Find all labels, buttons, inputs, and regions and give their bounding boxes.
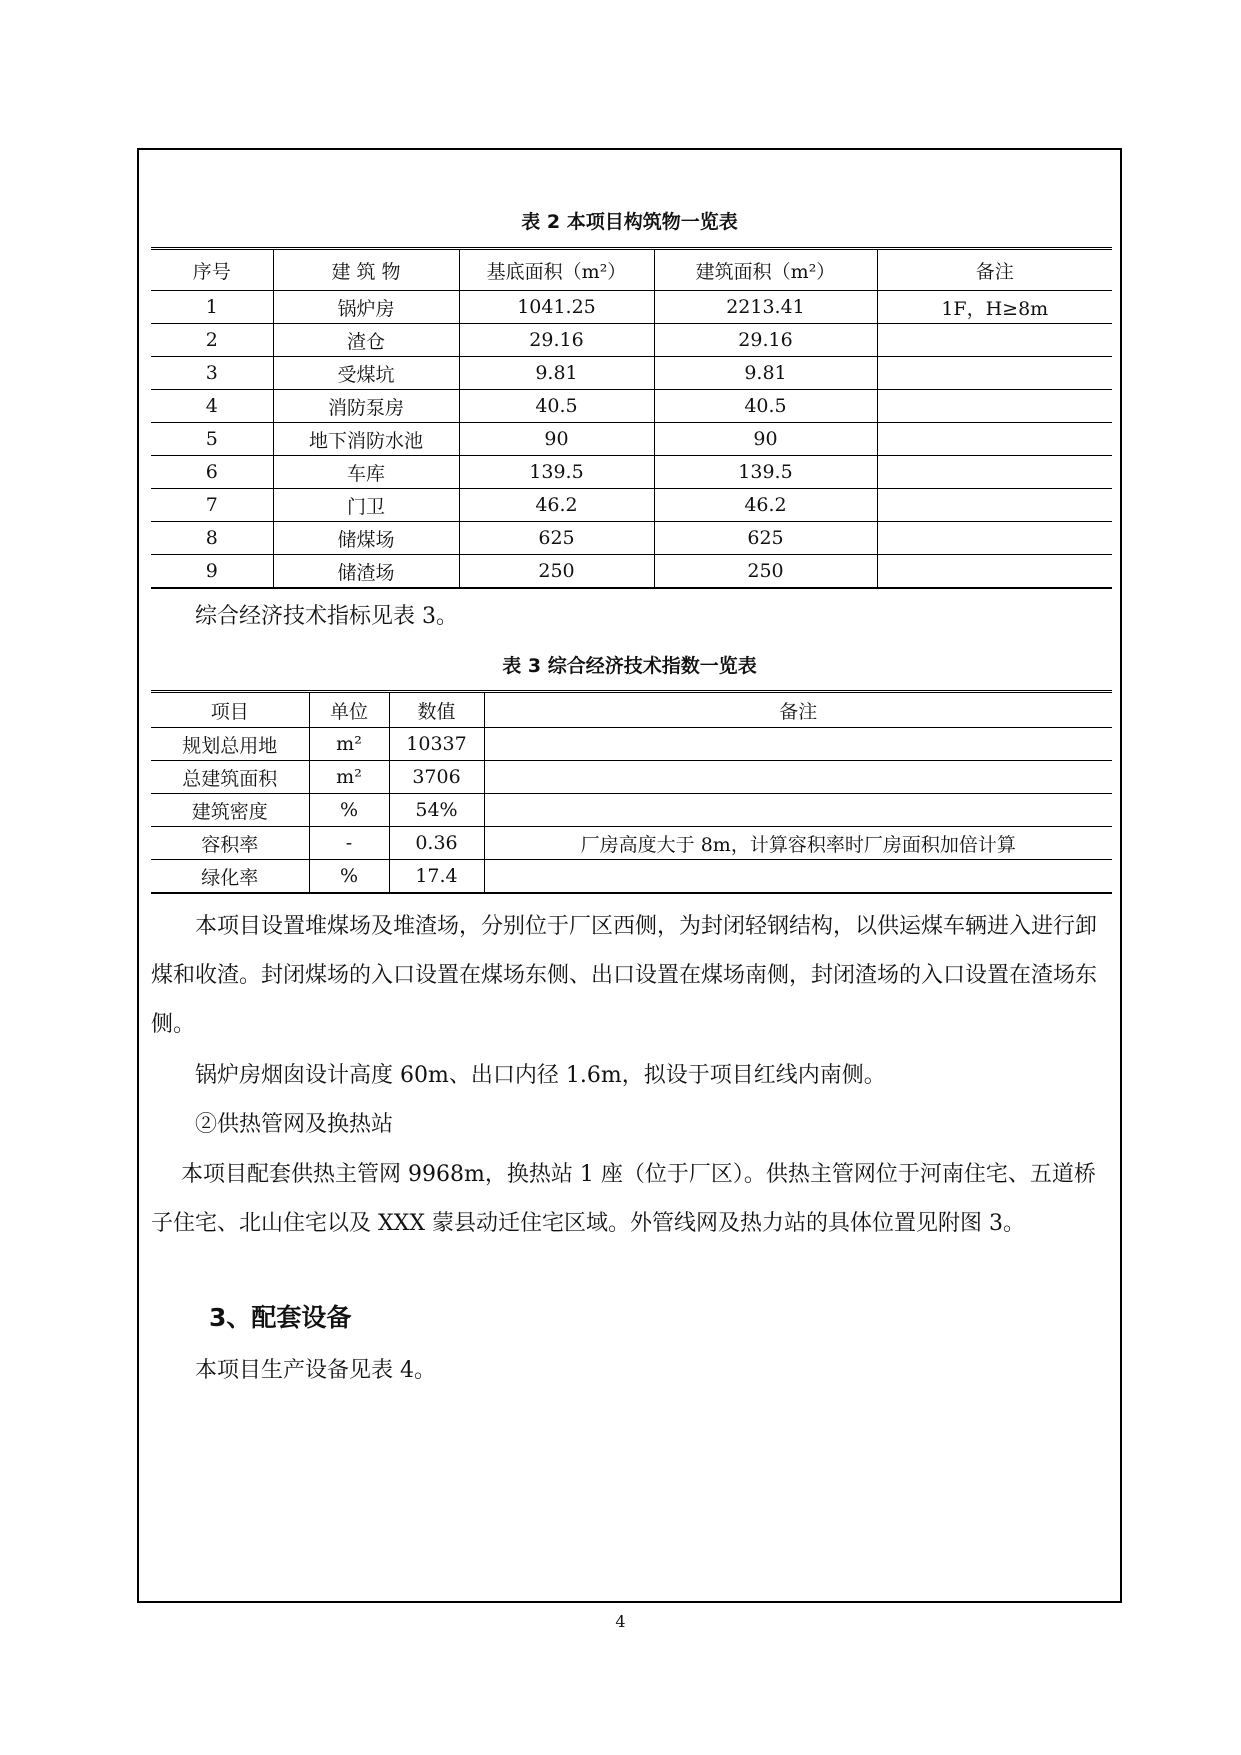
table-row	[151, 489, 1112, 522]
cell	[877, 555, 1112, 589]
header-base-area: 基底面积（m²）	[459, 249, 654, 291]
cell: 储煤场	[273, 522, 459, 555]
storage-paragraph: 本项目设置堆煤场及堆渣场，分别位于厂区西侧，为封闭轻钢结构，以供运煤车辆进入进行卸煤和收渣。封闭煤场的入口设置在煤场东侧、出口设置在煤场南侧，封闭渣场的入口设置在渣场东侧。	[151, 914, 1098, 1037]
cell	[877, 522, 1112, 555]
cell: 渣仓	[273, 324, 459, 357]
cell: 9	[151, 555, 273, 589]
table-row	[151, 291, 1112, 324]
table-row	[151, 827, 1112, 860]
cell: 46.2	[654, 489, 877, 522]
cell: 625	[654, 522, 877, 555]
cell: 29.16	[459, 324, 654, 357]
header-item: 项目	[151, 692, 309, 728]
table3-intro-text: 综合经济技术指标见表 3。	[195, 604, 458, 629]
cell	[877, 456, 1112, 489]
section-heading-equipment: 3、配套设备	[209, 1303, 352, 1332]
cell	[877, 423, 1112, 456]
cell: 2213.41	[654, 291, 877, 324]
header-remarks: 备注	[484, 692, 1112, 728]
page-number: 4	[615, 1612, 626, 1631]
cell: 46.2	[459, 489, 654, 522]
table-row	[151, 860, 1112, 894]
header-floor-area: 建筑面积（m²）	[654, 249, 877, 291]
cell: 8	[151, 522, 273, 555]
cell: 40.5	[459, 390, 654, 423]
cell: 90	[654, 423, 877, 456]
table-row	[151, 324, 1112, 357]
cell	[484, 794, 1112, 827]
cell: m²	[309, 761, 389, 794]
cell	[484, 761, 1112, 794]
content-frame	[137, 148, 1122, 1603]
table2-caption: 表 2 本项目构筑物一览表	[521, 211, 738, 233]
cell: 5	[151, 423, 273, 456]
cell: 139.5	[654, 456, 877, 489]
cell: 9.81	[654, 357, 877, 390]
heating-network-paragraph: 本项目配套供热主管网 9968m，换热站 1 座（位于厂区）。供热主管网位于河南住宅、五道桥子住宅、北山住宅以及 XXX 蒙县动迁住宅区域。外管线网及热力站的具体位置见附图 3。	[151, 1162, 1096, 1236]
cell: 250	[459, 555, 654, 589]
cell: 1	[151, 291, 273, 324]
header-unit: 单位	[309, 692, 389, 728]
cell	[877, 390, 1112, 423]
cell: 7	[151, 489, 273, 522]
cell: 40.5	[654, 390, 877, 423]
table-row	[151, 761, 1112, 794]
cell: 1F，H≥8m	[877, 291, 1112, 324]
cell	[877, 324, 1112, 357]
cell: 10337	[389, 728, 484, 761]
cell: 139.5	[459, 456, 654, 489]
cell: 625	[459, 522, 654, 555]
table-row	[151, 555, 1112, 589]
cell: 54%	[389, 794, 484, 827]
table-row	[151, 423, 1112, 456]
cell: 90	[459, 423, 654, 456]
cell: 29.16	[654, 324, 877, 357]
cell: 储渣场	[273, 555, 459, 589]
header-remarks: 备注	[877, 249, 1112, 291]
cell: 规划总用地	[151, 728, 309, 761]
indicators-table	[151, 690, 1112, 894]
heating-subheading: ②供热管网及换热站	[195, 1112, 394, 1137]
cell: 锅炉房	[273, 291, 459, 324]
table-row	[151, 522, 1112, 555]
cell	[484, 728, 1112, 761]
cell: 17.4	[389, 860, 484, 894]
table-row	[151, 728, 1112, 761]
equipment-paragraph: 本项目生产设备见表 4。	[195, 1358, 436, 1383]
cell: 4	[151, 390, 273, 423]
cell: 总建筑面积	[151, 761, 309, 794]
cell: m²	[309, 728, 389, 761]
table-row	[151, 794, 1112, 827]
cell: 建筑密度	[151, 794, 309, 827]
cell: 2	[151, 324, 273, 357]
cell: 6	[151, 456, 273, 489]
cell: 容积率	[151, 827, 309, 860]
chimney-paragraph: 锅炉房烟囱设计高度 60m、出口内径 1.6m，拟设于项目红线内南侧。	[195, 1063, 886, 1088]
cell: -	[309, 827, 389, 860]
table-row	[151, 390, 1112, 423]
cell: %	[309, 860, 389, 894]
cell: 门卫	[273, 489, 459, 522]
cell: 车库	[273, 456, 459, 489]
cell: 受煤坑	[273, 357, 459, 390]
header-value: 数值	[389, 692, 484, 728]
cell: 1041.25	[459, 291, 654, 324]
table3-caption: 表 3 综合经济技术指数一览表	[502, 655, 757, 677]
header-building: 建 筑 物	[273, 249, 459, 291]
cell: 250	[654, 555, 877, 589]
cell: 9.81	[459, 357, 654, 390]
cell: 地下消防水池	[273, 423, 459, 456]
cell: 消防泵房	[273, 390, 459, 423]
table-row	[151, 357, 1112, 390]
cell: 3706	[389, 761, 484, 794]
cell	[877, 489, 1112, 522]
table-header-row	[151, 692, 1112, 728]
cell	[484, 860, 1112, 894]
cell: 3	[151, 357, 273, 390]
structures-table	[151, 247, 1112, 589]
cell	[877, 357, 1112, 390]
cell: %	[309, 794, 389, 827]
cell: 0.36	[389, 827, 484, 860]
table-row	[151, 456, 1112, 489]
cell: 绿化率	[151, 860, 309, 894]
table-header-row	[151, 249, 1112, 291]
header-serial: 序号	[151, 249, 273, 291]
cell: 厂房高度大于 8m，计算容积率时厂房面积加倍计算	[484, 827, 1112, 860]
